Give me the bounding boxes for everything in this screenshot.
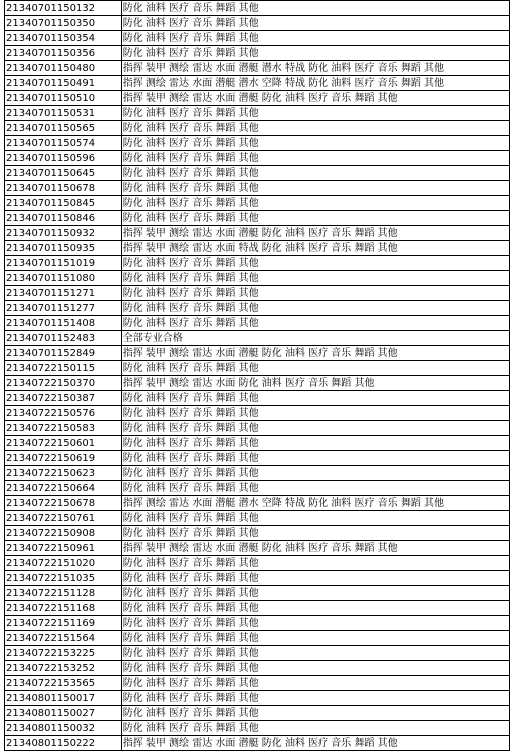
table-row — [5, 616, 510, 631]
qualified-specialties-cell[interactable]: 防化 油料 医疗 音乐 舞蹈 其他 — [121, 106, 509, 121]
table-row — [5, 721, 510, 736]
qualified-specialties-cell[interactable]: 防化 油料 医疗 音乐 舞蹈 其他 — [121, 631, 509, 646]
table-row — [5, 301, 510, 316]
table-row — [5, 331, 510, 346]
qualified-specialties-cell[interactable]: 防化 油料 医疗 音乐 舞蹈 其他 — [121, 211, 509, 226]
candidate-id-cell[interactable]: 21340722150664 — [5, 481, 122, 496]
table-row — [5, 76, 510, 91]
table-row — [5, 586, 510, 601]
table-row — [5, 31, 510, 46]
table-row — [5, 211, 510, 226]
qualified-specialties-cell[interactable]: 防化 油料 医疗 音乐 舞蹈 其他 — [121, 16, 509, 31]
table-row — [5, 526, 510, 541]
candidate-id-cell[interactable]: 21340701150845 — [5, 196, 122, 211]
candidate-id-cell[interactable]: 21340701150356 — [5, 46, 122, 61]
candidate-id-cell[interactable]: 21340701150491 — [5, 76, 122, 91]
qualified-specialties-cell[interactable]: 指挥 装甲 测绘 雷达 水面 特战 防化 油料 医疗 音乐 舞蹈 其他 — [121, 241, 509, 256]
table-row — [5, 556, 510, 571]
qualified-specialties-cell[interactable]: 指挥 装甲 测绘 雷达 水面 防化 油料 医疗 音乐 舞蹈 其他 — [121, 376, 509, 391]
candidate-id-cell[interactable]: 21340701150531 — [5, 106, 122, 121]
qualified-specialties-cell[interactable]: 指挥 测绘 雷达 水面 潜艇 潜水 空降 特战 防化 油料 医疗 音乐 舞蹈 其他 — [121, 76, 509, 91]
candidate-id-cell[interactable]: 21340701152483 — [5, 331, 122, 346]
candidate-id-cell[interactable]: 21340701151080 — [5, 271, 122, 286]
candidate-id-cell[interactable]: 21340722151564 — [5, 631, 122, 646]
table-row — [5, 691, 510, 706]
qualified-specialties-cell[interactable]: 指挥 装甲 测绘 雷达 水面 潜艇 潜水 特战 防化 油料 医疗 音乐 舞蹈 其他 — [121, 61, 509, 76]
candidate-id-cell[interactable]: 21340722153252 — [5, 661, 122, 676]
table-row — [5, 181, 510, 196]
table-row — [5, 286, 510, 301]
qualified-specialties-cell[interactable]: 防化 油料 医疗 音乐 舞蹈 其他 — [121, 256, 509, 271]
candidate-id-cell[interactable]: 21340722150761 — [5, 511, 122, 526]
candidate-id-cell[interactable]: 21340701150132 — [5, 1, 122, 16]
table-row — [5, 466, 510, 481]
candidate-id-cell[interactable]: 21340722153565 — [5, 676, 122, 691]
candidate-id-cell[interactable]: 21340722151168 — [5, 601, 122, 616]
candidate-id-cell[interactable]: 21340701151271 — [5, 286, 122, 301]
qualified-specialties-cell[interactable]: 防化 油料 医疗 音乐 舞蹈 其他 — [121, 286, 509, 301]
table-row — [5, 376, 510, 391]
qualified-specialties-cell[interactable]: 防化 油料 医疗 音乐 舞蹈 其他 — [121, 721, 509, 736]
qualified-specialties-cell[interactable]: 防化 油料 医疗 音乐 舞蹈 其他 — [121, 136, 509, 151]
qualified-specialties-cell[interactable]: 指挥 装甲 测绘 雷达 水面 潜艇 防化 油料 医疗 音乐 舞蹈 其他 — [121, 736, 509, 751]
candidate-id-cell[interactable]: 21340701151019 — [5, 256, 122, 271]
candidate-id-cell[interactable]: 21340701150935 — [5, 241, 122, 256]
qualified-specialties-cell[interactable]: 防化 油料 医疗 音乐 舞蹈 其他 — [121, 601, 509, 616]
candidate-id-cell[interactable]: 21340722150115 — [5, 361, 122, 376]
qualified-specialties-cell[interactable]: 防化 油料 医疗 音乐 舞蹈 其他 — [121, 556, 509, 571]
table-row — [5, 61, 510, 76]
qualified-specialties-cell[interactable]: 防化 油料 医疗 音乐 舞蹈 其他 — [121, 646, 509, 661]
candidate-id-cell[interactable]: 21340722151020 — [5, 556, 122, 571]
table-row — [5, 46, 510, 61]
candidate-id-cell[interactable]: 21340701150574 — [5, 136, 122, 151]
table-row — [5, 676, 510, 691]
table-row — [5, 706, 510, 721]
qualified-specialties-cell[interactable]: 防化 油料 医疗 音乐 舞蹈 其他 — [121, 361, 509, 376]
candidate-id-cell[interactable]: 21340701150510 — [5, 91, 122, 106]
table-row — [5, 736, 510, 751]
qualified-specialties-cell[interactable]: 防化 油料 医疗 音乐 舞蹈 其他 — [121, 151, 509, 166]
candidate-id-cell[interactable]: 21340722150370 — [5, 376, 122, 391]
table-row — [5, 451, 510, 466]
table-row — [5, 571, 510, 586]
table-row — [5, 106, 510, 121]
table-row — [5, 511, 510, 526]
qualified-specialties-cell[interactable]: 防化 油料 医疗 音乐 舞蹈 其他 — [121, 436, 509, 451]
candidate-id-cell[interactable]: 21340801150027 — [5, 706, 122, 721]
qualified-specialties-cell[interactable]: 指挥 装甲 测绘 雷达 水面 潜艇 防化 油料 医疗 音乐 舞蹈 其他 — [121, 541, 509, 556]
table-row — [5, 241, 510, 256]
table-row — [5, 346, 510, 361]
qualified-specialties-cell[interactable]: 防化 油料 医疗 音乐 舞蹈 其他 — [121, 406, 509, 421]
candidate-id-cell[interactable]: 21340722150961 — [5, 541, 122, 556]
candidate-id-cell[interactable]: 21340701150846 — [5, 211, 122, 226]
table-row — [5, 271, 510, 286]
candidate-id-cell[interactable]: 21340722150576 — [5, 406, 122, 421]
table-row — [5, 541, 510, 556]
qualified-specialties-cell[interactable]: 指挥 装甲 测绘 雷达 水面 潜艇 防化 油料 医疗 音乐 舞蹈 其他 — [121, 346, 509, 361]
qualified-specialties-cell[interactable]: 指挥 装甲 测绘 雷达 水面 潜艇 防化 油料 医疗 音乐 舞蹈 其他 — [121, 226, 509, 241]
table-row — [5, 661, 510, 676]
qualified-specialties-cell[interactable]: 防化 油料 医疗 音乐 舞蹈 其他 — [121, 46, 509, 61]
candidate-id-cell[interactable]: 21340701152849 — [5, 346, 122, 361]
qualified-specialties-cell[interactable]: 防化 油料 医疗 音乐 舞蹈 其他 — [121, 301, 509, 316]
candidate-id-cell[interactable]: 21340701151408 — [5, 316, 122, 331]
candidate-id-cell[interactable]: 21340722150387 — [5, 391, 122, 406]
qualified-specialties-cell[interactable]: 防化 油料 医疗 音乐 舞蹈 其他 — [121, 481, 509, 496]
candidate-id-cell[interactable]: 21340701150350 — [5, 16, 122, 31]
qualified-specialties-cell[interactable]: 防化 油料 医疗 音乐 舞蹈 其他 — [121, 706, 509, 721]
qualified-specialties-cell[interactable]: 防化 油料 医疗 音乐 舞蹈 其他 — [121, 316, 509, 331]
table-row — [5, 166, 510, 181]
qualified-specialties-cell[interactable]: 防化 油料 医疗 音乐 舞蹈 其他 — [121, 676, 509, 691]
qualified-specialties-cell[interactable]: 防化 油料 医疗 音乐 舞蹈 其他 — [121, 271, 509, 286]
qualified-specialties-cell[interactable]: 防化 油料 医疗 音乐 舞蹈 其他 — [121, 196, 509, 211]
table-row — [5, 436, 510, 451]
candidate-id-cell[interactable]: 21340722150908 — [5, 526, 122, 541]
candidate-id-cell[interactable]: 21340722151035 — [5, 571, 122, 586]
table-row — [5, 316, 510, 331]
table-row — [5, 16, 510, 31]
table-row — [5, 646, 510, 661]
candidate-id-cell[interactable]: 21340701150354 — [5, 31, 122, 46]
candidate-id-cell[interactable]: 21340801150017 — [5, 691, 122, 706]
qualified-specialties-cell[interactable]: 防化 油料 医疗 音乐 舞蹈 其他 — [121, 511, 509, 526]
candidate-id-cell[interactable]: 21340722151169 — [5, 616, 122, 631]
table-row — [5, 91, 510, 106]
candidate-id-cell[interactable]: 21340722150583 — [5, 421, 122, 436]
table-row — [5, 406, 510, 421]
candidate-id-cell[interactable]: 21340801150032 — [5, 721, 122, 736]
table-row — [5, 361, 510, 376]
candidate-id-cell[interactable]: 21340701150645 — [5, 166, 122, 181]
qualified-specialties-cell[interactable]: 防化 油料 医疗 音乐 舞蹈 其他 — [121, 451, 509, 466]
candidate-id-cell[interactable]: 21340722150601 — [5, 436, 122, 451]
qualified-specialties-cell[interactable]: 防化 油料 医疗 音乐 舞蹈 其他 — [121, 586, 509, 601]
qualified-specialties-cell[interactable]: 全部专业合格 — [121, 331, 509, 346]
qualified-specialties-cell[interactable]: 指挥 测绘 雷达 水面 潜艇 潜水 空降 特战 防化 油料 医疗 音乐 舞蹈 其他 — [121, 496, 509, 511]
candidate-id-cell[interactable]: 21340701151277 — [5, 301, 122, 316]
qualified-specialties-cell[interactable]: 防化 油料 医疗 音乐 舞蹈 其他 — [121, 661, 509, 676]
qualified-specialties-cell[interactable]: 防化 油料 医疗 音乐 舞蹈 其他 — [121, 31, 509, 46]
table-row — [5, 601, 510, 616]
qualified-specialties-cell[interactable]: 防化 油料 医疗 音乐 舞蹈 其他 — [121, 1, 509, 16]
table-body — [5, 1, 510, 751]
candidate-id-cell[interactable]: 21340722150619 — [5, 451, 122, 466]
candidate-id-cell[interactable]: 21340701150596 — [5, 151, 122, 166]
candidate-id-cell[interactable]: 21340801150222 — [5, 736, 122, 751]
candidate-id-cell[interactable]: 21340722150623 — [5, 466, 122, 481]
table-row — [5, 631, 510, 646]
qualified-specialties-cell[interactable]: 指挥 装甲 测绘 雷达 水面 潜艇 防化 油料 医疗 音乐 舞蹈 其他 — [121, 91, 509, 106]
table-row — [5, 481, 510, 496]
table-row — [5, 226, 510, 241]
candidate-id-cell[interactable]: 21340722151128 — [5, 586, 122, 601]
qualified-specialties-cell[interactable]: 防化 油料 医疗 音乐 舞蹈 其他 — [121, 121, 509, 136]
qualified-specialties-cell[interactable]: 防化 油料 医疗 音乐 舞蹈 其他 — [121, 466, 509, 481]
table-row — [5, 121, 510, 136]
table-row — [5, 421, 510, 436]
table-row — [5, 196, 510, 211]
candidate-id-cell[interactable]: 21340722150678 — [5, 496, 122, 511]
qualified-specialties-cell[interactable]: 防化 油料 医疗 音乐 舞蹈 其他 — [121, 571, 509, 586]
spreadsheet-table — [4, 0, 510, 751]
qualified-specialties-cell[interactable]: 防化 油料 医疗 音乐 舞蹈 其他 — [121, 391, 509, 406]
table-row — [5, 256, 510, 271]
qualified-specialties-cell[interactable]: 防化 油料 医疗 音乐 舞蹈 其他 — [121, 181, 509, 196]
qualified-specialties-cell[interactable]: 防化 油料 医疗 音乐 舞蹈 其他 — [121, 616, 509, 631]
candidate-id-cell[interactable]: 21340701150565 — [5, 121, 122, 136]
candidate-id-cell[interactable]: 21340722153225 — [5, 646, 122, 661]
candidate-id-cell[interactable]: 21340701150678 — [5, 181, 122, 196]
table-row — [5, 391, 510, 406]
candidate-id-cell[interactable]: 21340701150932 — [5, 226, 122, 241]
table-row — [5, 496, 510, 511]
qualified-specialties-cell[interactable]: 防化 油料 医疗 音乐 舞蹈 其他 — [121, 526, 509, 541]
table-row — [5, 1, 510, 16]
qualified-specialties-cell[interactable]: 防化 油料 医疗 音乐 舞蹈 其他 — [121, 421, 509, 436]
qualified-specialties-cell[interactable]: 防化 油料 医疗 音乐 舞蹈 其他 — [121, 166, 509, 181]
candidate-id-cell[interactable]: 21340701150480 — [5, 61, 122, 76]
qualified-specialties-cell[interactable]: 防化 油料 医疗 音乐 舞蹈 其他 — [121, 691, 509, 706]
table-row — [5, 151, 510, 166]
table-row — [5, 136, 510, 151]
